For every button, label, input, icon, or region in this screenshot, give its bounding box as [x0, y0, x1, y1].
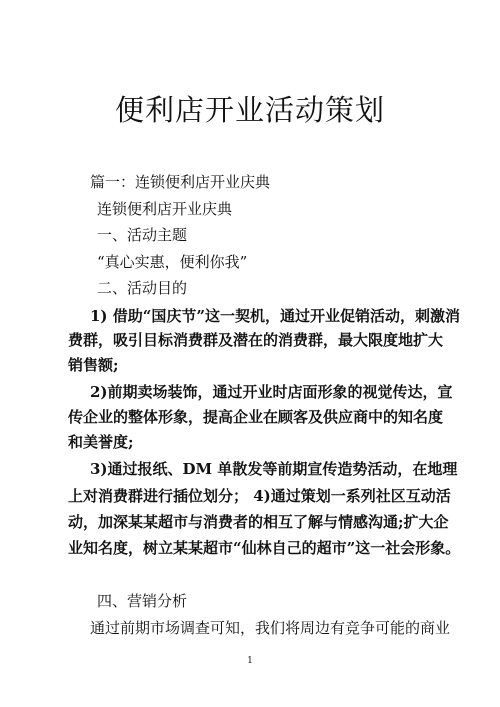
- paragraph-line: 上对消费群进行插位划分； 4)通过策划一系列社区互动活: [68, 487, 451, 505]
- section-heading-chapter-1: 篇一：连锁便利店开业庆典: [90, 173, 271, 191]
- paragraph-line: 连锁便利店开业庆典: [97, 200, 233, 218]
- paragraph-line: 2)前期卖场装饰，通过开业时店面形象的视觉传达，宣: [90, 383, 453, 401]
- document-title: 便利店开业活动策划: [114, 93, 385, 127]
- paragraph-line: 3)通过报纸、DM 单散发等前期宣传造势活动，在地理: [90, 460, 458, 478]
- paragraph-line: 通过前期市场调查可知，我们将周边有竞争可能的商业: [90, 619, 451, 637]
- paragraph-line: 1) 借助“国庆节”这一契机，通过开业促销活动，刺激消: [90, 307, 461, 325]
- paragraph-line: 费群，吸引目标消费群及潜在的消费群，最大限度地扩大: [68, 331, 444, 349]
- paragraph-line: 销售额;: [68, 356, 119, 374]
- paragraph-line: 业知名度，树立某某超市“仙林自己的超市”这一社会形象。: [68, 539, 461, 557]
- page-number: 1: [247, 656, 253, 666]
- section-heading-purpose: 二、活动目的: [97, 279, 188, 297]
- paragraph-line: 动，加深某某超市与消费者的相互了解与情感沟通;扩大企: [68, 513, 449, 531]
- paragraph-line: 和美誉度;: [68, 433, 134, 451]
- paragraph-line: 传企业的整体形象，提高企业在顾客及供应商中的知名度: [68, 408, 444, 426]
- section-heading-theme: 一、活动主题: [97, 226, 188, 244]
- section-heading-marketing: 四、营销分析: [97, 592, 188, 610]
- paragraph-line: “真心实惠，便利你我”: [97, 253, 248, 271]
